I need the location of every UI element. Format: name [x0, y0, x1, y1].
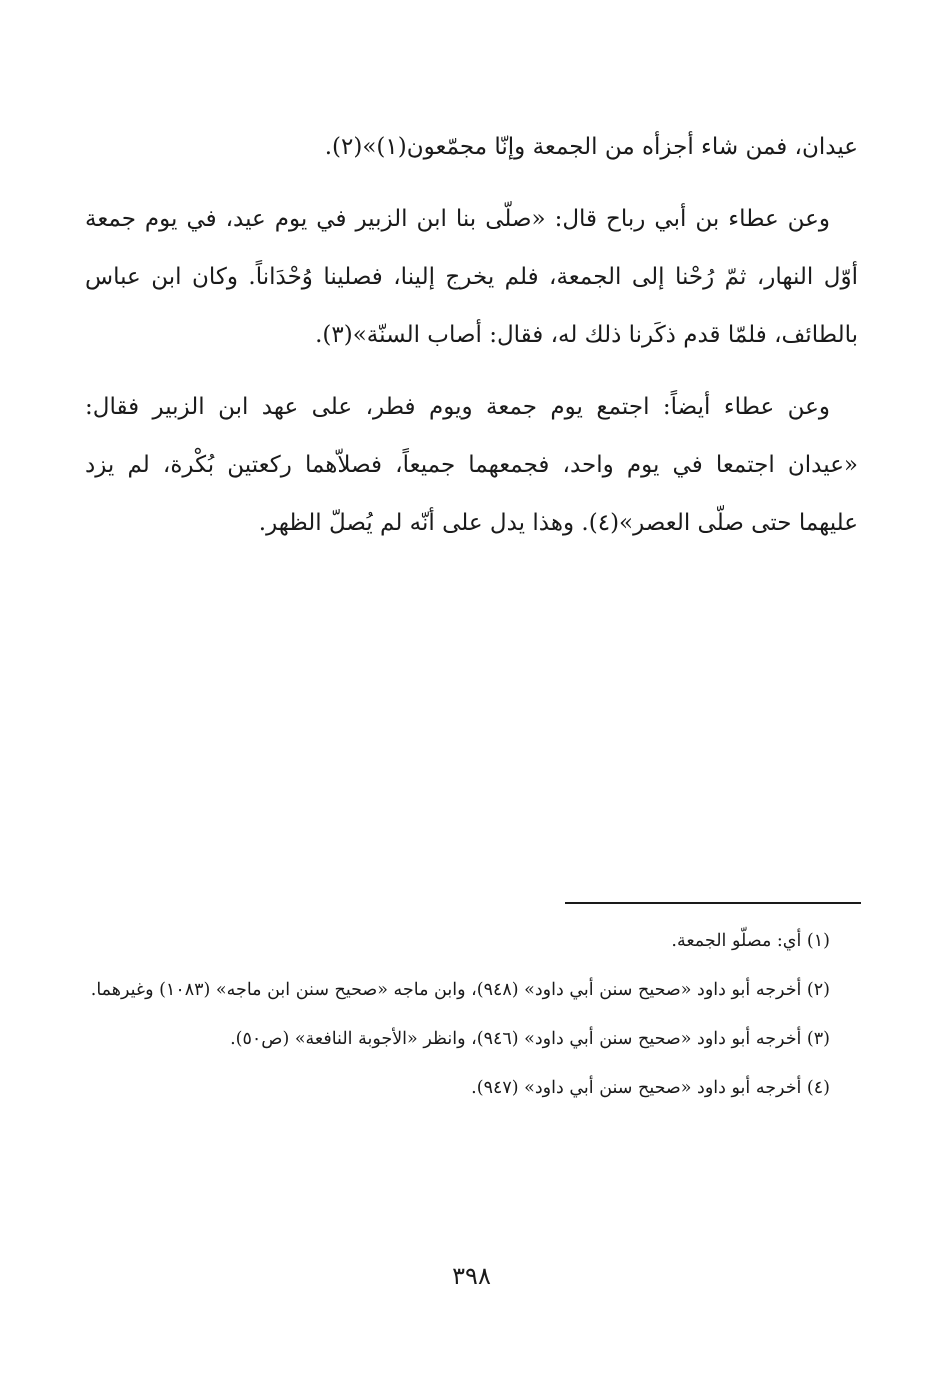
footnotes: [85, 920, 858, 1116]
footnote-divider: [565, 902, 861, 904]
footnote-3: (٣) أخرجه أبو داود «صحيح سنن أبي داود» (٩٤٦)، وانظر «الأجوبة النافعة» (ص٥٠).: [230, 1029, 830, 1049]
footnote-2: (٢) أخرجه أبو داود «صحيح سنن أبي داود» (٩٤٨)، وابن ماجه «صحيح سنن ابن ماجه» (١٠٨٣) وغيرهما.: [90, 980, 830, 1000]
page-number: ٣٩٨: [452, 1262, 491, 1290]
paragraph-ata-also: وعن عطاء أيضاً: اجتمع يوم جمعة ويوم فطر، على عهد ابن الزبير فقال: «عيدان اجتمعا في يوم واحد، فجمعهما جميعاً، فصلاّهما ركعتين بُكْرة، لم يزد عليهما حتى صلّى العصر»(٤). وهذا يدل على أنّه لم يُصلّ الظهر.: [85, 394, 858, 536]
footnote-1: (١) أي: مصلّو الجمعة.: [671, 931, 830, 951]
footnote-4: (٤) أخرجه أبو داود «صحيح سنن أبي داود» (٩٤٧).: [471, 1078, 830, 1098]
main-text: [85, 118, 858, 566]
paragraph-continuation: عيدان، فمن شاء أجزأه من الجمعة وإنّا مجمّعون(١)»(٢).: [324, 134, 858, 160]
paragraph-ata-ibn-abi-rabah: وعن عطاء بن أبي رباح قال: «صلّى بنا ابن الزبير في يوم عيد، في يوم جمعة أوّل النهار، ثمّ رُحْنا إلى الجمعة، فلم يخرج إلينا، فصلينا وُحْدَاناً. وكان ابن عباس بالطائف، فلمّا قدم ذكَرنا ذلك له، فقال: أصاب السنّة»(٣).: [85, 206, 858, 348]
